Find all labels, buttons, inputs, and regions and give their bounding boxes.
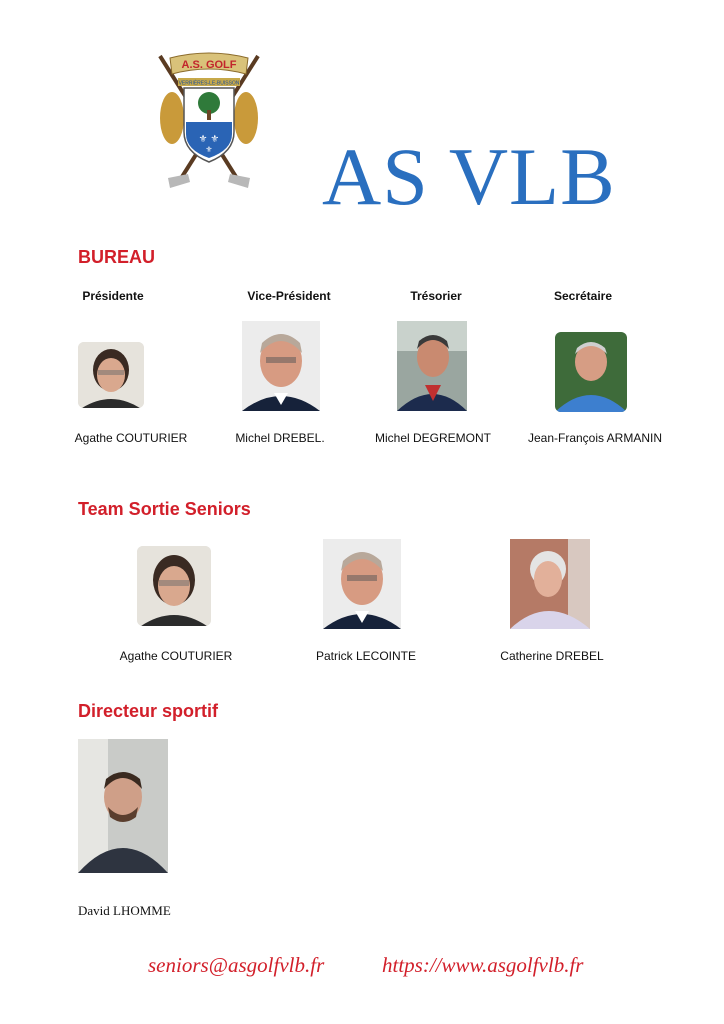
email-link[interactable]: seniors@asgolfvlb.fr <box>148 953 325 977</box>
role-tresorier: Trésorier <box>410 289 462 303</box>
name-team-agathe-couturier: Agathe COUTURIER <box>119 649 233 663</box>
photo-agathe-couturier <box>78 342 144 408</box>
role-presidente: Présidente <box>82 289 144 303</box>
website-link[interactable]: https://www.asgolfvlb.fr <box>382 953 584 977</box>
director-heading: Directeur sportif <box>78 701 219 721</box>
role-secretaire: Secrétaire <box>553 289 613 303</box>
photo-michel-degremont <box>397 321 467 411</box>
svg-text:⚜ ⚜: ⚜ ⚜ <box>198 134 220 145</box>
bureau-heading: BUREAU <box>78 247 156 267</box>
photo-catherine-drebel <box>510 539 590 629</box>
name-david-lhomme: David LHOMME <box>78 903 171 918</box>
club-logo <box>150 48 268 190</box>
name-michel-drebel: Michel DREBEL. <box>235 431 325 445</box>
svg-text:⚜: ⚜ <box>205 145 213 154</box>
svg-text:VERRIÈRES-LE-BUISSON: VERRIÈRES-LE-BUISSON <box>178 80 240 87</box>
photo-michel-drebel <box>242 321 320 411</box>
page-title: AS VLB <box>322 131 616 222</box>
role-vice-president: Vice-Président <box>247 289 331 303</box>
photo-patrick-lecointe <box>323 539 401 629</box>
name-catherine-drebel: Catherine DREBEL <box>500 649 604 663</box>
photo-team-agathe-couturier <box>137 546 211 626</box>
photo-jean-francois-armanin <box>555 332 627 412</box>
svg-text:A.S. GOLF: A.S. GOLF <box>181 59 237 71</box>
name-jean-francois-armanin: Jean-François ARMANIN <box>527 431 663 445</box>
name-patrick-lecointe: Patrick LECOINTE <box>315 649 417 663</box>
name-agathe-couturier: Agathe COUTURIER <box>74 431 188 445</box>
photo-david-lhomme <box>78 739 168 873</box>
team-heading: Team Sortie Seniors <box>78 499 251 519</box>
name-michel-degremont: Michel DEGREMONT <box>374 431 491 445</box>
